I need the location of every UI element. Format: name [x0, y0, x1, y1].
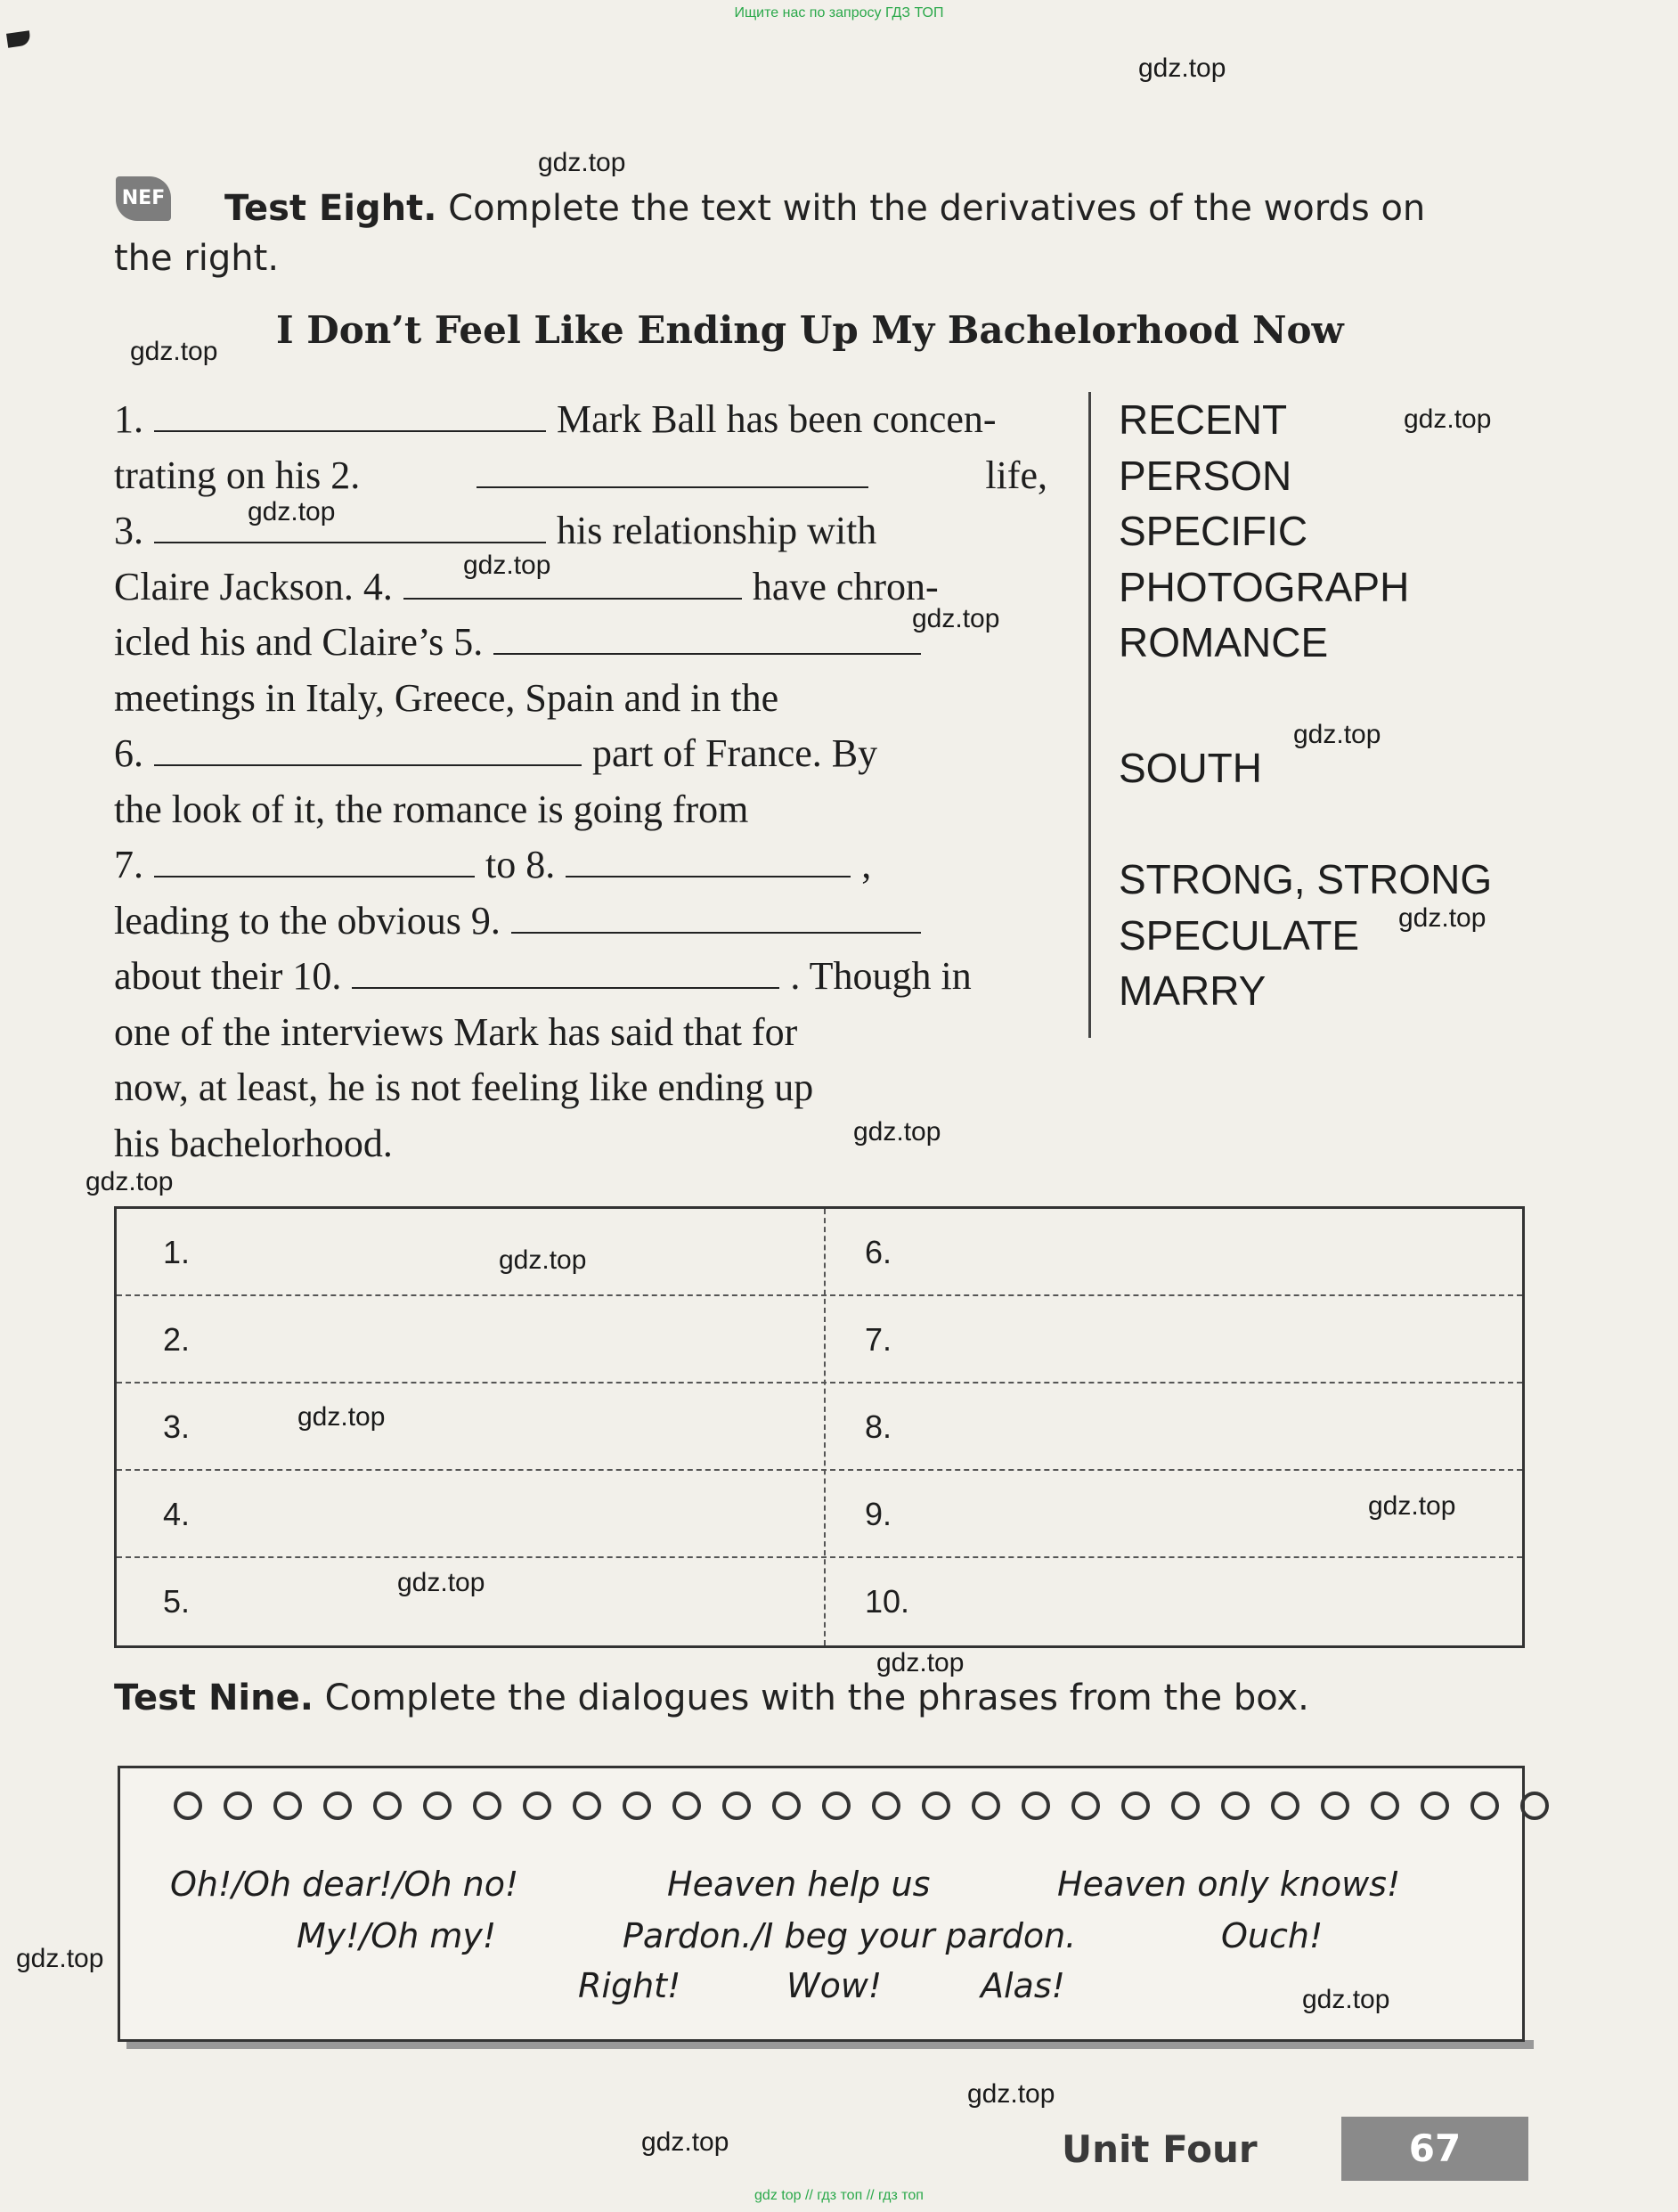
answer-cell[interactable]: 3.	[163, 1408, 191, 1445]
ring-icon	[1520, 1792, 1549, 1820]
column-divider	[1088, 392, 1091, 1038]
phrase-item: Pardon./I beg your pardon.	[623, 1916, 1077, 1955]
word-spacer	[1119, 671, 1492, 727]
ring-binder-row	[174, 1792, 1549, 1820]
ring-icon	[423, 1792, 452, 1820]
story-line: about their 10. . Though in	[114, 954, 972, 998]
answer-blank[interactable]	[403, 567, 742, 600]
watermark: gdz.top	[499, 1245, 587, 1275]
test-eight-label: Test Eight.	[224, 188, 437, 229]
watermark: gdz.top	[641, 2127, 729, 2157]
story-line: icled his and Claire’s 5.	[114, 615, 1047, 671]
ring-icon	[872, 1792, 900, 1820]
word-item: SPECIFIC	[1119, 508, 1308, 554]
ring-icon	[772, 1792, 801, 1820]
table-row	[117, 1209, 1522, 1296]
ring-icon	[1071, 1792, 1100, 1820]
ring-icon	[922, 1792, 950, 1820]
word-item: ROMANCE	[1119, 619, 1329, 665]
ring-icon	[1421, 1792, 1449, 1820]
story-line: the look of it, the romance is going from	[114, 787, 749, 831]
footer-unit: Unit Four	[1062, 2127, 1258, 2171]
story-line: Claire Jackson. 4. have chron-	[114, 564, 939, 608]
ring-icon	[224, 1792, 252, 1820]
top-banner: Ищите нас по запросу ГДЗ ТОП	[734, 5, 944, 20]
watermark: gdz.top	[463, 551, 551, 580]
answer-cell[interactable]: 9.	[865, 1496, 892, 1532]
phrase-item: Ouch!	[1221, 1916, 1324, 1955]
ring-icon	[722, 1792, 751, 1820]
answer-blank[interactable]	[352, 957, 779, 989]
story-line: his bachelorhood.	[114, 1121, 393, 1165]
watermark: gdz.top	[1404, 404, 1492, 434]
watermark: gdz.top	[297, 1402, 386, 1432]
watermark: gdz.top	[912, 604, 1000, 633]
answer-blank[interactable]	[154, 734, 582, 766]
nef-badge: NEF	[116, 176, 171, 221]
word-item: MARRY	[1119, 967, 1267, 1014]
ring-icon	[1271, 1792, 1299, 1820]
watermark: gdz.top	[397, 1568, 485, 1597]
ring-icon	[1371, 1792, 1399, 1820]
phrase-item: Heaven help us	[667, 1865, 931, 1904]
ring-icon	[573, 1792, 601, 1820]
test-eight-instruction: Complete the text with the derivatives of the words on	[436, 188, 1426, 229]
word-spacer	[1119, 796, 1492, 853]
answer-blank[interactable]	[493, 623, 921, 655]
ring-icon	[174, 1792, 202, 1820]
ring-icon	[473, 1792, 501, 1820]
ring-icon	[1221, 1792, 1250, 1820]
story-line: one of the interviews Mark has said that for	[114, 1009, 798, 1054]
watermark: gdz.top	[853, 1117, 941, 1147]
watermark: gdz.top	[130, 337, 218, 366]
answer-blank[interactable]	[566, 845, 851, 877]
ring-icon	[1470, 1792, 1499, 1820]
story-title: I Don’t Feel Like Ending Up My Bachelorhood Now	[276, 308, 1344, 352]
watermark: gdz.top	[1368, 1491, 1456, 1521]
answer-cell[interactable]: 6.	[865, 1234, 892, 1270]
story-line: meetings in Italy, Greece, Spain and in the	[114, 675, 779, 720]
word-item: SPECULATE	[1119, 911, 1360, 959]
ring-icon	[972, 1792, 1000, 1820]
watermark: gdz.top	[248, 497, 336, 526]
watermark: gdz.top	[538, 148, 626, 177]
ring-icon	[822, 1792, 851, 1820]
answer-blank[interactable]	[477, 456, 868, 488]
answer-cell[interactable]: 7.	[865, 1321, 892, 1358]
phrase-item: Right!	[578, 1966, 681, 2005]
word-item: STRONG, STRONG	[1119, 856, 1493, 902]
phrase-item: My!/Oh my!	[297, 1916, 497, 1955]
table-row	[117, 1471, 1522, 1558]
answer-cell[interactable]: 1.	[163, 1234, 191, 1270]
word-item: PHOTOGRAPH	[1119, 563, 1410, 610]
story-line: 7. to 8. ,	[114, 843, 872, 886]
story-line: now, at least, he is not feeling like ending up	[114, 1065, 814, 1109]
table-row	[117, 1296, 1522, 1384]
story-line: leading to the obvious 9.	[114, 894, 1047, 950]
answer-blank[interactable]	[154, 400, 546, 432]
watermark: gdz.top	[16, 1944, 104, 1973]
phrase-item: Wow!	[786, 1966, 883, 2005]
page-number: 67	[1341, 2117, 1528, 2181]
phrase-item: Oh!/Oh dear!/Oh no!	[170, 1865, 519, 1904]
ring-icon	[523, 1792, 551, 1820]
watermark: gdz.top	[1293, 720, 1381, 749]
story-line: 3. his relationship with	[114, 509, 877, 552]
phrase-item: Heaven only knows!	[1057, 1865, 1401, 1904]
table-row	[117, 1558, 1522, 1645]
watermark: gdz.top	[1138, 53, 1226, 83]
watermark: gdz.top	[1302, 1985, 1390, 2014]
answer-blank[interactable]	[154, 845, 475, 877]
answer-cell[interactable]: 4.	[163, 1496, 191, 1532]
answer-cell[interactable]: 5.	[163, 1583, 191, 1620]
watermark: gdz.top	[1398, 903, 1487, 933]
story-line: trating on his 2. life,	[114, 453, 1047, 497]
ring-icon	[1121, 1792, 1150, 1820]
test-nine-label: Test Nine.	[114, 1677, 314, 1718]
test-nine-instruction: Complete the dialogues with the phrases from the box.	[313, 1677, 1309, 1718]
page-corner-mark	[6, 30, 31, 47]
story-line: 1. Mark Ball has been concen-	[114, 397, 997, 441]
bottom-banner: gdz top // гдз топ // гдз топ	[754, 2188, 924, 2203]
answer-blank[interactable]	[154, 511, 546, 543]
ring-icon	[323, 1792, 352, 1820]
answer-cell[interactable]: 2.	[163, 1321, 191, 1358]
answer-cell[interactable]: 10.	[865, 1583, 910, 1620]
test-eight-heading	[224, 184, 1425, 233]
ring-icon	[623, 1792, 651, 1820]
watermark: gdz.top	[86, 1167, 174, 1196]
test-eight-instruction-cont: the right.	[114, 238, 280, 279]
phrase-item: Alas!	[981, 1966, 1065, 2005]
story-line: 6. part of France. By	[114, 731, 878, 775]
word-item: RECENT	[1119, 396, 1288, 443]
word-item: SOUTH	[1119, 745, 1262, 791]
watermark: gdz.top	[967, 2079, 1055, 2109]
answer-cell[interactable]: 8.	[865, 1408, 892, 1445]
ring-icon	[1321, 1792, 1349, 1820]
ring-icon	[373, 1792, 402, 1820]
test-nine-heading	[114, 1673, 1309, 1723]
ring-icon	[1171, 1792, 1200, 1820]
word-item: PERSON	[1119, 452, 1292, 499]
watermark: gdz.top	[876, 1648, 965, 1677]
ring-icon	[273, 1792, 302, 1820]
ring-icon	[672, 1792, 701, 1820]
ring-icon	[1022, 1792, 1050, 1820]
answer-blank[interactable]	[511, 902, 921, 934]
